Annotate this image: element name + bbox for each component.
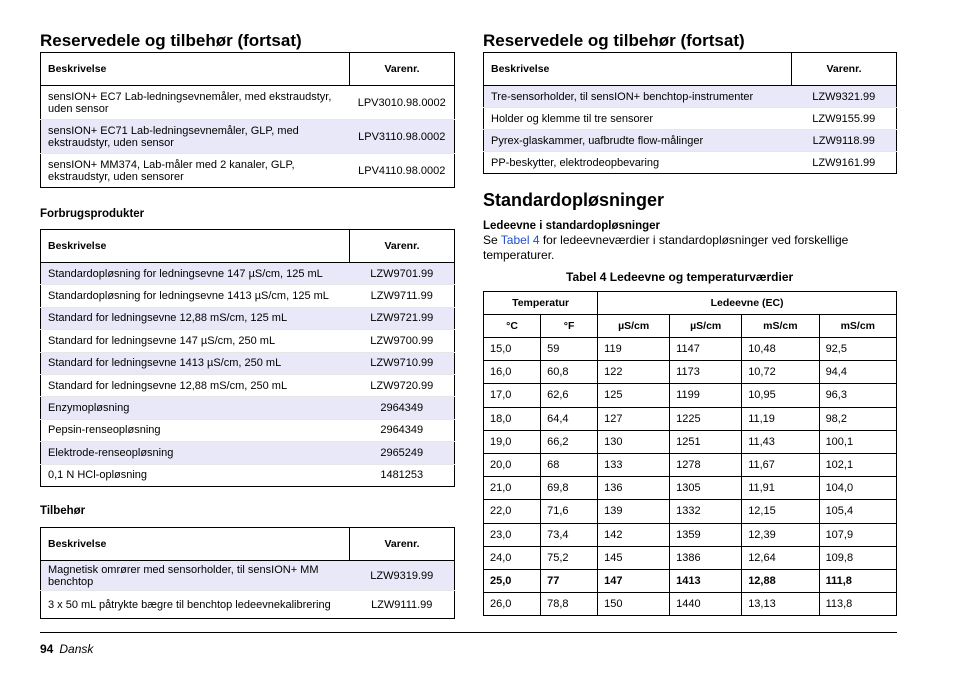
table-cell: 145: [598, 546, 670, 569]
table-cell: 1359: [670, 523, 742, 546]
item-partno: LZW9700.99: [350, 330, 455, 352]
table-row: [41, 120, 455, 154]
table-row: [484, 593, 897, 616]
paragraph-text: Se: [483, 233, 501, 247]
table-cell: 11,67: [742, 453, 819, 476]
item-partno: LZW9118.99: [792, 130, 897, 152]
page-number: 94: [40, 642, 54, 656]
table-cell: 104,0: [819, 477, 896, 500]
group-header-conductivity: Ledeevne (EC): [598, 292, 897, 315]
table-cell: 133: [598, 453, 670, 476]
footer-rule: [40, 632, 897, 633]
item-description: sensION+ EC7 Lab-ledningsevnemåler, med ekstraudstyr, uden sensor: [41, 86, 350, 120]
table-cell: 98,2: [819, 407, 896, 430]
table-cell: 122: [598, 361, 670, 384]
item-partno: 2964349: [350, 397, 455, 419]
item-partno: LZW9319.99: [350, 561, 455, 591]
item-partno: LPV3110.98.0002: [350, 120, 455, 154]
item-description: Standardopløsning for ledningsevne 147 µS/cm, 125 mL: [41, 263, 350, 285]
table-row: [41, 352, 455, 374]
table-cell: 13,13: [742, 593, 819, 616]
item-description: Standard for ledningsevne 147 µS/cm, 250 mL: [41, 330, 350, 352]
item-description: Elektrode-renseopløsning: [41, 442, 350, 464]
item-partno: LZW9720.99: [350, 374, 455, 396]
left-parts-table: [40, 52, 455, 188]
table-cell: 10,95: [742, 384, 819, 407]
column-header-partno: Varenr.: [350, 53, 455, 86]
table-cell: 1305: [670, 477, 742, 500]
table-cell: 147: [598, 569, 670, 592]
item-partno: LZW9111.99: [350, 591, 455, 619]
table-cell: 20,0: [484, 453, 541, 476]
table-row: [484, 430, 897, 453]
table4-caption: Tabel 4 Ledeevne og temperaturværdier: [566, 270, 794, 284]
table-cell: 96,3: [819, 384, 896, 407]
item-description: Standardopløsning for ledningsevne 1413 µS/cm, 125 mL: [41, 285, 350, 307]
table-cell: 62,6: [541, 384, 598, 407]
item-partno: 2964349: [350, 419, 455, 441]
table-cell: 77: [541, 569, 598, 592]
table-cell: 60,8: [541, 361, 598, 384]
item-description: Tre-sensorholder, til sensION+ benchtop-instrumenter: [484, 86, 792, 108]
table-cell: 109,8: [819, 546, 896, 569]
table-cell: 25,0: [484, 569, 541, 592]
table-cell: 130: [598, 430, 670, 453]
item-partno: 2965249: [350, 442, 455, 464]
table-row: [41, 419, 455, 441]
table-row: [41, 397, 455, 419]
table-cell: 59: [541, 338, 598, 361]
right-parts-table: [483, 52, 897, 174]
table-cell: 1386: [670, 546, 742, 569]
sub-header: µS/cm: [598, 315, 670, 338]
table-cell: 71,6: [541, 500, 598, 523]
table-cell: 127: [598, 407, 670, 430]
table-cell: 1332: [670, 500, 742, 523]
item-partno: LZW9161.99: [792, 152, 897, 174]
table-row: [484, 108, 897, 130]
footer-language: Dansk: [59, 642, 94, 656]
sub-header: mS/cm: [819, 315, 896, 338]
item-description: Standard for ledningsevne 12,88 mS/cm, 250 mL: [41, 374, 350, 396]
table-row: [484, 453, 897, 476]
table-cell: 75,2: [541, 546, 598, 569]
item-partno: 1481253: [350, 464, 455, 486]
column-header-description: Beskrivelse: [41, 528, 350, 561]
page-footer: [40, 642, 93, 656]
table-cell: 66,2: [541, 430, 598, 453]
table-cell: 73,4: [541, 523, 598, 546]
table-row: [484, 523, 897, 546]
item-partno: LPV4110.98.0002: [350, 154, 455, 188]
item-description: Enzymopløsning: [41, 397, 350, 419]
table-row: [484, 384, 897, 407]
item-partno: LZW9155.99: [792, 108, 897, 130]
sub-header: °F: [541, 315, 598, 338]
table-cell: 1199: [670, 384, 742, 407]
table-row: [41, 307, 455, 329]
table-row: [41, 561, 455, 591]
item-partno: LZW9710.99: [350, 352, 455, 374]
group-header-temperature: Temperatur: [484, 292, 598, 315]
table-cell: 1251: [670, 430, 742, 453]
table-cell: 12,39: [742, 523, 819, 546]
table-cell: 11,91: [742, 477, 819, 500]
table-cell: 11,43: [742, 430, 819, 453]
table-row: [484, 152, 897, 174]
table-cell: 119: [598, 338, 670, 361]
table-cell: 78,8: [541, 593, 598, 616]
table-row: [484, 477, 897, 500]
table-row: [484, 361, 897, 384]
table-row: [484, 86, 897, 108]
column-header-description: Beskrivelse: [41, 53, 350, 86]
table-cell: 92,5: [819, 338, 896, 361]
item-description: Standard for ledningsevne 1413 µS/cm, 250 mL: [41, 352, 350, 374]
item-description: Magnetisk omrører med sensorholder, til sensION+ MM benchtop: [41, 561, 350, 591]
table-cell: 100,1: [819, 430, 896, 453]
item-description: Pyrex-glaskammer, uafbrudte flow-målinger: [484, 130, 792, 152]
column-header-partno: Varenr.: [350, 528, 455, 561]
table-row: [41, 154, 455, 188]
item-description: sensION+ EC71 Lab-ledningsevnemåler, GLP, med ekstraudstyr, uden sensor: [41, 120, 350, 154]
column-header-partno: Varenr.: [350, 230, 455, 263]
table-cell: 105,4: [819, 500, 896, 523]
item-description: Standard for ledningsevne 12,88 mS/cm, 125 mL: [41, 307, 350, 329]
table-cell: 107,9: [819, 523, 896, 546]
accessories-table: [40, 527, 455, 619]
table4-link[interactable]: Tabel 4: [500, 233, 540, 247]
table-row: [484, 500, 897, 523]
table-cell: 142: [598, 523, 670, 546]
consumables-table: [40, 229, 455, 487]
table-row: [484, 569, 897, 592]
item-partno: LZW9721.99: [350, 307, 455, 329]
item-description: Holder og klemme til tre sensorer: [484, 108, 792, 130]
table-cell: 150: [598, 593, 670, 616]
item-partno: LPV3010.98.0002: [350, 86, 455, 120]
table-cell: 136: [598, 477, 670, 500]
item-description: sensION+ MM374, Lab-måler med 2 kanaler, GLP, ekstraudstyr, uden sensorer: [41, 154, 350, 188]
table-cell: 1173: [670, 361, 742, 384]
table-row: [41, 86, 455, 120]
sub-header: mS/cm: [742, 315, 819, 338]
item-description: PP-beskytter, elektrodeopbevaring: [484, 152, 792, 174]
table-cell: 1225: [670, 407, 742, 430]
table-cell: 64,4: [541, 407, 598, 430]
table-row: [484, 338, 897, 361]
table-row: [41, 285, 455, 307]
table-cell: 10,48: [742, 338, 819, 361]
table-cell: 11,19: [742, 407, 819, 430]
standard-solutions-title: Standardopløsninger: [483, 190, 665, 210]
column-header-partno: Varenr.: [792, 53, 897, 86]
left-section-title: Reservedele og tilbehør (fortsat): [40, 31, 302, 50]
paragraph-text: for ledeevneværdier i standardopløsninger ved forskellige temperaturer.: [483, 233, 849, 262]
right-section-title: Reservedele og tilbehør (fortsat): [483, 31, 745, 50]
item-description: Pepsin-renseopløsning: [41, 419, 350, 441]
item-description: 3 x 50 mL påtrykte bægre til benchtop ledeevnekalibrering: [41, 591, 350, 619]
table-cell: 139: [598, 500, 670, 523]
item-partno: LZW9701.99: [350, 263, 455, 285]
table-row: [484, 546, 897, 569]
table-cell: 1278: [670, 453, 742, 476]
table-cell: 113,8: [819, 593, 896, 616]
table-cell: 15,0: [484, 338, 541, 361]
standard-solutions-subheading: Ledeevne i standardopløsninger: [483, 220, 661, 232]
conductivity-temperature-table: [483, 291, 897, 616]
table-cell: 12,88: [742, 569, 819, 592]
table-cell: 23,0: [484, 523, 541, 546]
item-partno: LZW9321.99: [792, 86, 897, 108]
table-row: [484, 407, 897, 430]
standard-solutions-paragraph: [483, 233, 897, 263]
table-cell: 21,0: [484, 477, 541, 500]
table-cell: 125: [598, 384, 670, 407]
table-cell: 10,72: [742, 361, 819, 384]
table-cell: 26,0: [484, 593, 541, 616]
table-row: [41, 464, 455, 486]
sub-header: °C: [484, 315, 541, 338]
table-cell: 102,1: [819, 453, 896, 476]
table-cell: 17,0: [484, 384, 541, 407]
table-cell: 111,8: [819, 569, 896, 592]
table-row: [484, 130, 897, 152]
table-cell: 12,15: [742, 500, 819, 523]
table-cell: 22,0: [484, 500, 541, 523]
table-row: [41, 374, 455, 396]
accessories-heading: Tilbehør: [40, 505, 86, 517]
table-cell: 24,0: [484, 546, 541, 569]
table-cell: 1147: [670, 338, 742, 361]
item-description: 0,1 N HCl-opløsning: [41, 464, 350, 486]
table-cell: 16,0: [484, 361, 541, 384]
column-header-description: Beskrivelse: [41, 230, 350, 263]
table-cell: 68: [541, 453, 598, 476]
table-cell: 69,8: [541, 477, 598, 500]
table-cell: 12,64: [742, 546, 819, 569]
item-partno: LZW9711.99: [350, 285, 455, 307]
sub-header: µS/cm: [670, 315, 742, 338]
table-cell: 94,4: [819, 361, 896, 384]
table-cell: 18,0: [484, 407, 541, 430]
table-cell: 19,0: [484, 430, 541, 453]
table-row: [41, 330, 455, 352]
table-row: [41, 442, 455, 464]
table-row: [41, 263, 455, 285]
column-header-description: Beskrivelse: [484, 53, 792, 86]
table-cell: 1440: [670, 593, 742, 616]
consumables-heading: Forbrugsprodukter: [40, 208, 145, 220]
table-cell: 1413: [670, 569, 742, 592]
table-row: [41, 591, 455, 619]
